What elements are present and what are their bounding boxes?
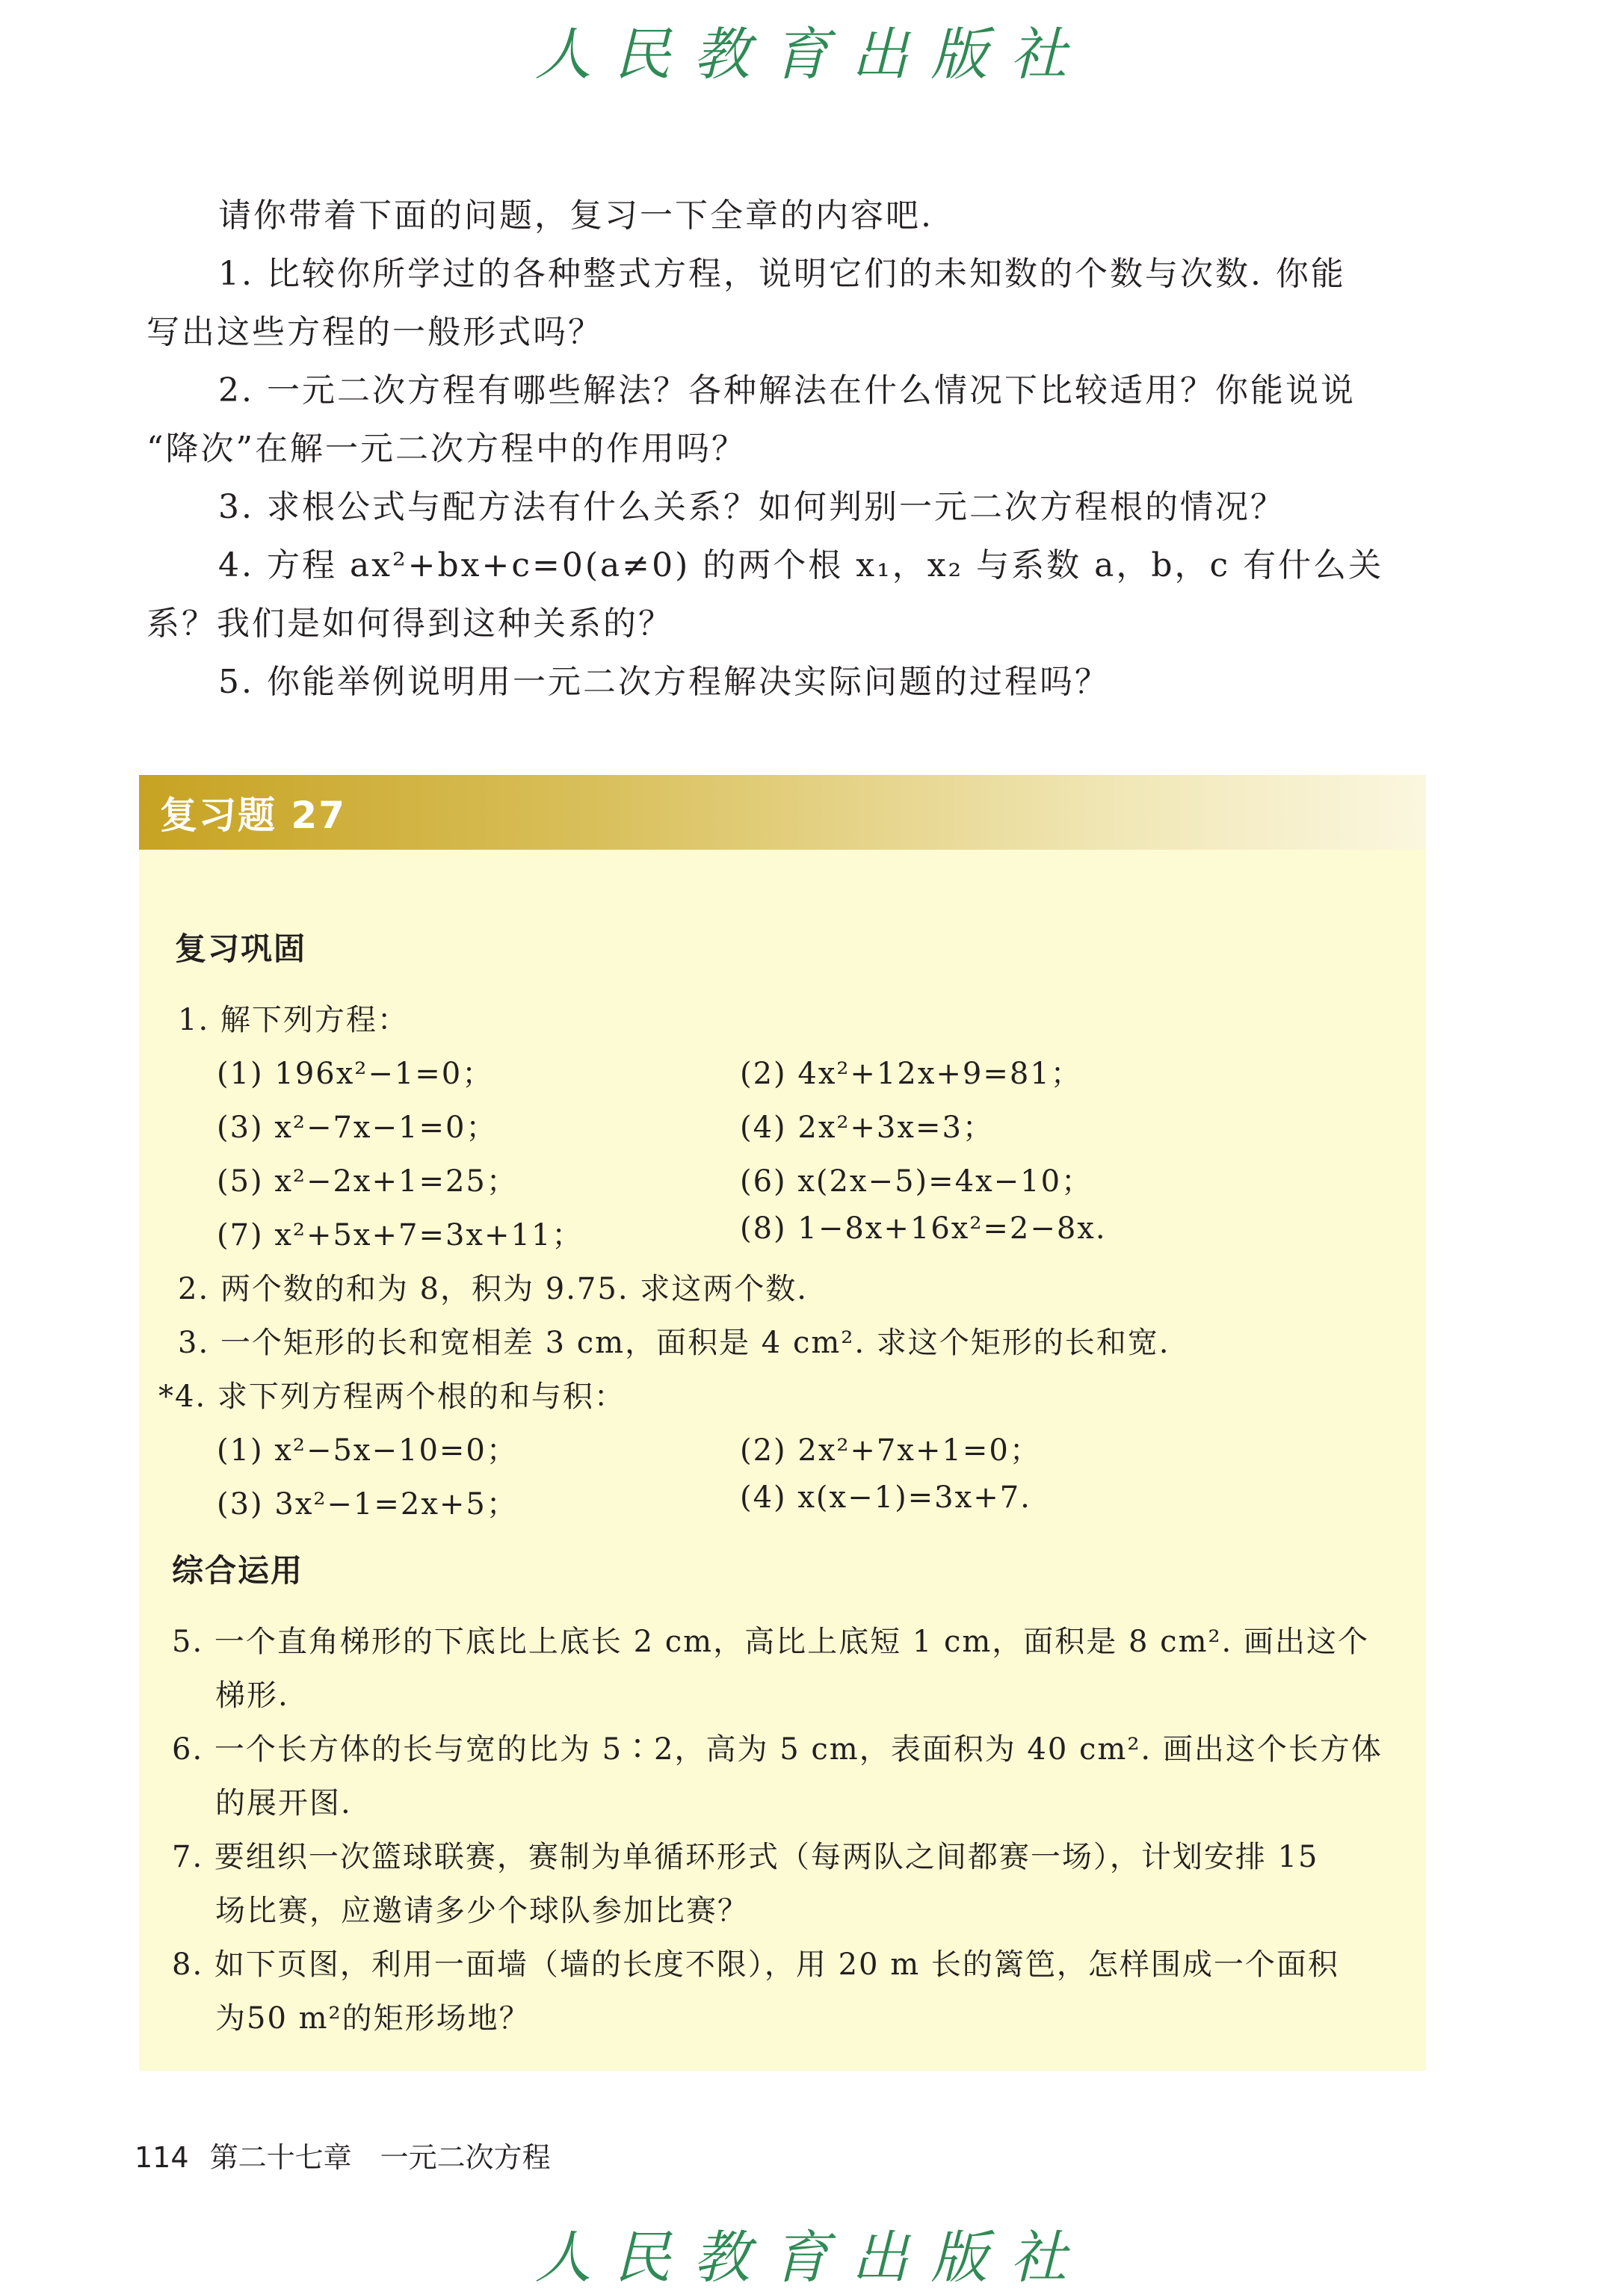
- problem-5: 5. 一个直角梯形的下底比上底长 2 cm，高比上底短 1 cm，面积是 8 cm². 画出这个: [172, 1625, 1369, 1659]
- problem-4-item: (1) x²−5x−10=0；: [217, 1433, 518, 1468]
- problem-1-item: (8) 1−8x+16x²=2−8x.: [740, 1211, 1107, 1246]
- problem-1-item: (3) x²−7x−1=0；: [217, 1111, 498, 1145]
- intro-question-5: 5. 你能举例说明用一元二次方程解决实际问题的过程吗？: [218, 663, 1110, 701]
- review-header-bar: [139, 775, 1426, 850]
- page-footer: [135, 2134, 551, 2175]
- problem-5-cont: 梯形.: [215, 1678, 289, 1713]
- intro-question-1a: 1. 比较你所学过的各种整式方程，说明它们的未知数的个数与次数. 你能: [218, 255, 1346, 293]
- problem-8-cont: 为50 m²的矩形场地？: [215, 2001, 531, 2036]
- intro-question-2b: “降次”在解一元二次方程中的作用吗？: [146, 430, 747, 468]
- problem-4-item: (4) x(x−1)=3x+7.: [740, 1480, 1031, 1515]
- problem-7-cont: 场比赛，应邀请多少个球队参加比赛？: [215, 1894, 749, 1928]
- problem-1-item: (7) x²+5x+7=3x+11；: [217, 1218, 584, 1252]
- intro-question-1b: 写出这些方程的一般形式吗？: [146, 313, 603, 351]
- problem-4-item: (3) 3x²−1=2x+5；: [217, 1487, 518, 1522]
- problem-1-item: (2) 4x²+12x+9=81；: [740, 1057, 1082, 1091]
- intro-lead: 请你带着下面的问题，复习一下全章的内容吧.: [218, 197, 933, 235]
- problem-1-item: (6) x(2x−5)=4x−10；: [740, 1164, 1093, 1199]
- problem-6-cont: 的展开图.: [215, 1786, 352, 1820]
- problem-3: 3. 一个矩形的长和宽相差 3 cm，面积是 4 cm². 求这个矩形的长和宽.: [178, 1326, 1170, 1360]
- intro-question-4a: 4. 方程 ax²+bx+c=0(a≠0) 的两个根 x₁，x₂ 与系数 a，b，c 有什么关: [218, 546, 1384, 584]
- problem-1-item: (5) x²−2x+1=25；: [217, 1164, 518, 1199]
- review-questions-intro: [146, 187, 1432, 711]
- problem-4-item: (2) 2x²+7x+1=0；: [740, 1433, 1041, 1468]
- problem-6: 6. 一个长方体的长与宽的比为 5∶2，高为 5 cm，表面积为 40 cm². 画出这个长方体: [172, 1732, 1383, 1767]
- section-heading-consolidate: 复习巩固: [175, 930, 307, 967]
- section-heading-application: 综合运用: [172, 1552, 304, 1589]
- problem-1: 1. 解下列方程：: [178, 1003, 409, 1037]
- publisher-watermark-top: 人民教育出版社: [534, 21, 1090, 87]
- problem-2: 2. 两个数的和为 8，积为 9.75. 求这两个数.: [178, 1272, 808, 1306]
- page-number: 114: [135, 2141, 189, 2174]
- problem-7: 7. 要组织一次篮球联赛，赛制为单循环形式（每两队之间都赛一场），计划安排 15: [172, 1840, 1319, 1874]
- intro-question-3: 3. 求根公式与配方法有什么关系？如何判别一元二次方程根的情况？: [218, 488, 1285, 526]
- intro-question-2a: 2. 一元二次方程有哪些解法？各种解法在什么情况下比较适用？你能说说: [218, 371, 1356, 410]
- chapter-title: 第二十七章 一元二次方程: [209, 2141, 551, 2174]
- intro-question-4b: 系？我们是如何得到这种关系的？: [146, 605, 673, 643]
- review-title: 复习题 27: [160, 794, 346, 837]
- publisher-watermark-bottom: 人民教育出版社: [534, 2224, 1090, 2291]
- problem-8: 8. 如下页图，利用一面墙（墙的长度不限），用 20 m 长的篱笆，怎样围成一个面积: [172, 1947, 1339, 1982]
- problem-1-item: (4) 2x²+3x=3；: [740, 1111, 994, 1145]
- problem-4: *4. 求下列方程两个根的和与积：: [158, 1380, 626, 1414]
- problem-1-item: (1) 196x²−1=0；: [217, 1057, 494, 1091]
- review-exercises-panel: [139, 775, 1426, 2071]
